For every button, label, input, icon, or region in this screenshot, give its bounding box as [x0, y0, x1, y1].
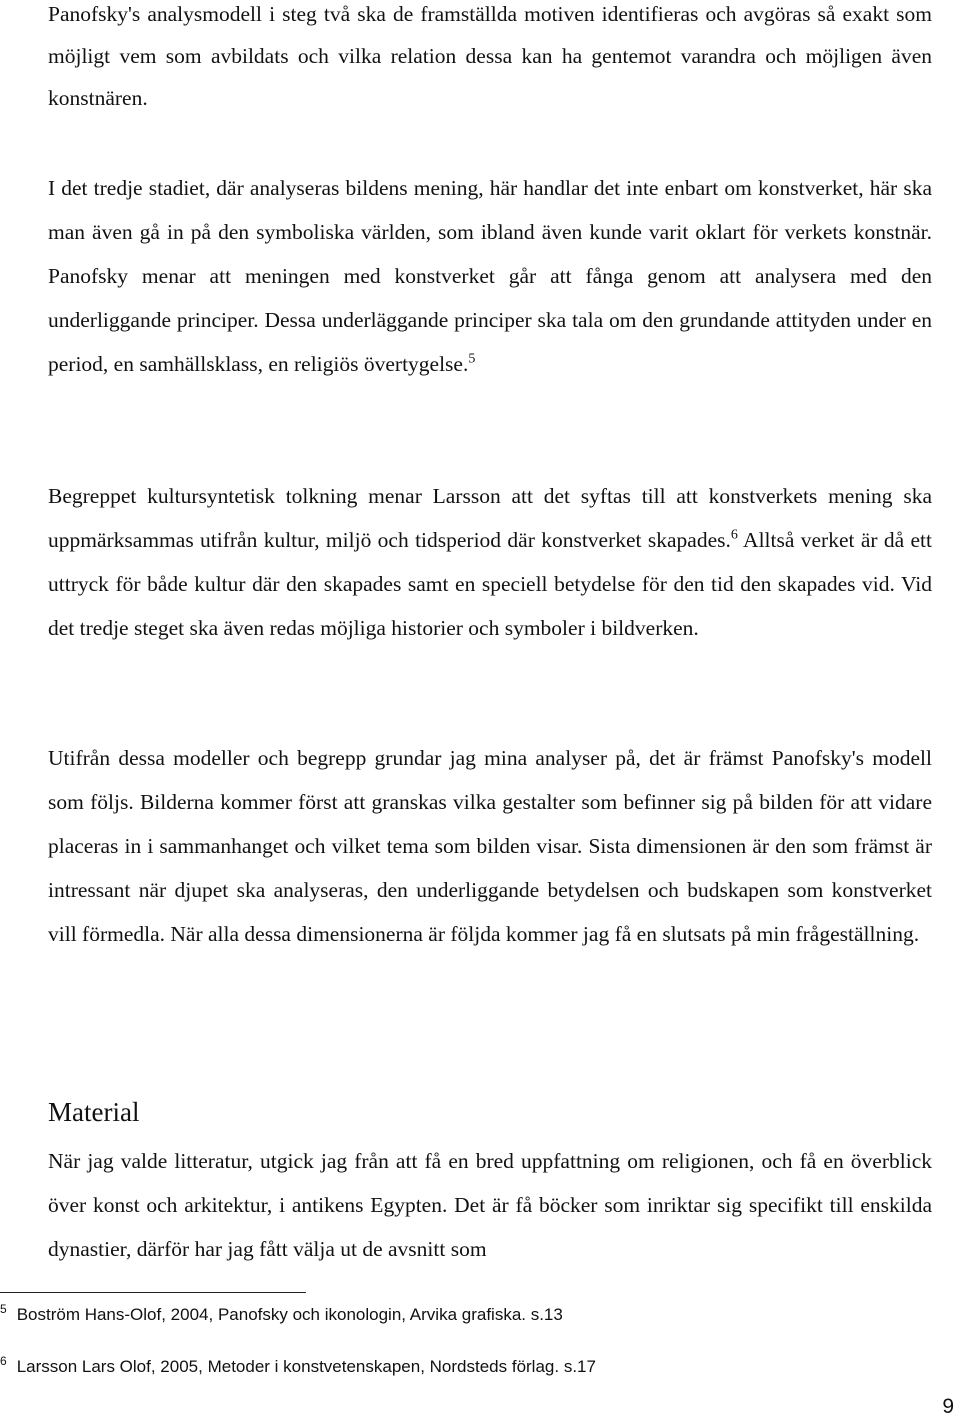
footnote-5-text: Boström Hans-Olof, 2004, Panofsky och ikonologin, Arvika grafiska. s.13	[16, 1305, 563, 1324]
paragraph-panofsky-step-two: Panofsky's analysmodell i steg två ska de framställda motiven identifieras och avgöras så exakt som möjligt vem som avbildats och vilka relation dessa kan ha gentemot varandra och möjligen även konstnären.	[48, 2, 932, 110]
paragraph-third-stage	[48, 166, 932, 386]
section-heading-material: Material	[48, 1097, 140, 1127]
paragraph-method-summary: Utifrån dessa modeller och begrepp grundar jag mina analyser på, det är främst Panofsky's modell som följs. Bilderna kommer först att granskas vilka gestalter som befinner sig på bilden för att vidare placeras in i sammanhanget och vilket tema som bilden visar. Sista dimensionen är den som främst är intressant när djupet ska analyseras, den underliggande betydelsen och budskapen som konstverket vill förmedla. När alla dessa dimensionerna är följda kommer jag få en slutsats på min frågeställning.	[48, 746, 932, 946]
paragraph-cultural-synthesis-text-b: Alltså verket är då ett uttryck för både kultur där den skapades samt en speciell betydelse för den tid den skapades vid. Vid det tredje steget ska även redas möjliga historier och symboler i bildverken.	[48, 528, 933, 640]
footnote-6	[0, 1353, 596, 1377]
paragraph-material: När jag valde litteratur, utgick jag från att få en bred uppfattning om religionen, och få en överblick över konst och arkitektur, i antikens Egypten. Det är få böcker som inriktar sig specifikt till enskilda dynastier, därför har jag fått välja ut de avsnitt som	[48, 1149, 932, 1261]
paragraph-cultural-synthesis-text-a: Begreppet kultursyntetisk tolkning menar Larsson att det syftas till att konstverkets mening ska uppmärksammas utifrån kultur, miljö och tidsperiod där konstverket skapades.	[48, 484, 932, 552]
footnote-6-text: Larsson Lars Olof, 2005, Metoder i konstvetenskapen, Nordsteds förlag. s.17	[16, 1357, 596, 1376]
page-number: 9	[942, 1395, 954, 1418]
footnote-ref-5: 5	[468, 351, 476, 367]
paragraph-third-stage-text: I det tredje stadiet, där analyseras bildens mening, här handlar det inte enbart om konstverket, här ska man även gå in på den symboliska världen, som ibland även kunde varit oklart för verkets konstnär. Panofsky menar att meningen med konstverket går att fånga genom att analysera med den underliggande principer. Dessa underläggande principer ska tala om den grundande attityden under en period, en samhällsklass, en religiös övertygelse.	[48, 176, 932, 376]
paragraph-cultural-synthesis	[48, 474, 932, 650]
footnote-5	[0, 1301, 563, 1325]
footnote-divider	[0, 1292, 306, 1293]
footnote-5-number: 5	[0, 1301, 7, 1316]
footnote-ref-6: 6	[730, 527, 738, 543]
footnote-6-number: 6	[0, 1353, 7, 1368]
